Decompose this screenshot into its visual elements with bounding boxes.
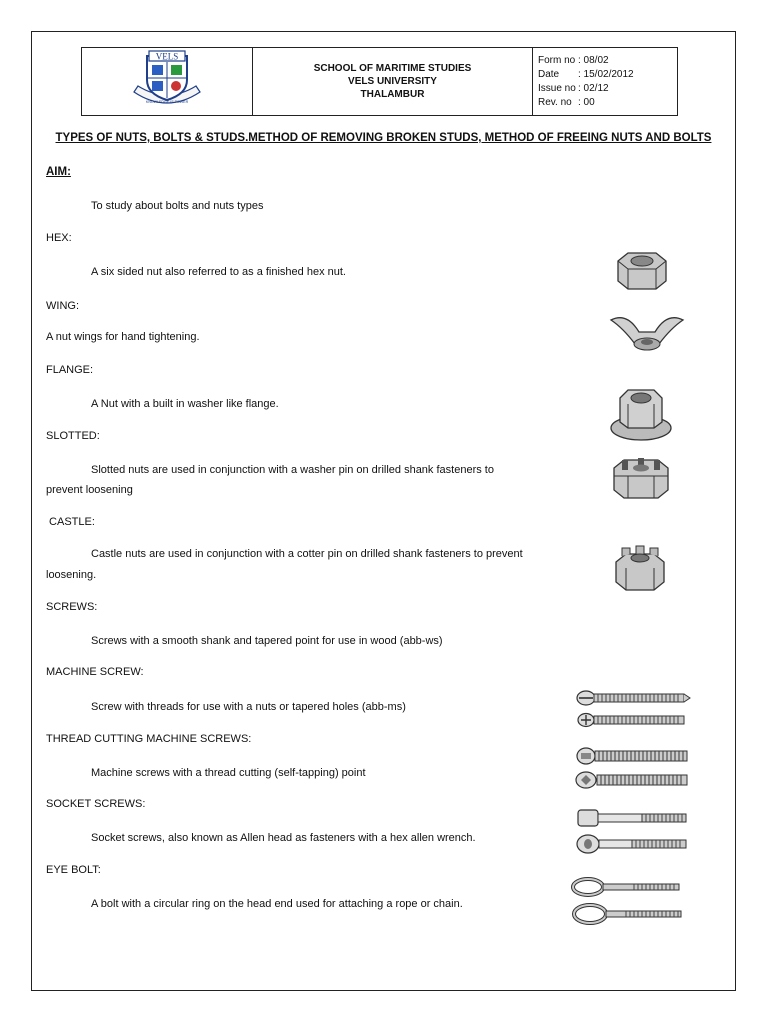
institution-cell [253, 48, 533, 116]
header-table [81, 47, 678, 116]
flange-text: A Nut with a built in washer like flange. [91, 398, 279, 410]
university-name: VELS UNIVERSITY [348, 76, 437, 87]
hex-text: A six sided nut also referred to as a finished hex nut. [91, 266, 346, 278]
place-name: THALAMBUR [360, 89, 425, 100]
wing-nut-icon [607, 310, 687, 360]
slotted-heading: SLOTTED: [46, 430, 100, 442]
aim-heading: AIM: [46, 166, 71, 178]
university-logo [122, 48, 212, 110]
castle-text: Castle nuts are used in conjunction with a cotter pin on drilled shank fasteners to prevent [91, 548, 523, 560]
thread-cutting-text: Machine screws with a thread cutting (self-tapping) point [91, 767, 366, 779]
logo-motto: KNOWLEDGE IS POWER [145, 100, 189, 104]
meta-form-no: Form no : 08/02 [538, 54, 609, 66]
castle-text-line2: loosening. [46, 569, 97, 581]
aim-text: To study about bolts and nuts types [91, 200, 264, 212]
machine-screws-icon [572, 686, 692, 734]
thread-cutting-screws-icon [572, 744, 696, 794]
machine-screw-heading: MACHINE SCREW: [46, 666, 144, 678]
wing-heading: WING: [46, 300, 79, 312]
logo-text: VELS [155, 51, 179, 62]
meta-date: Date : 15/02/2012 [538, 68, 634, 80]
hex-heading: HEX: [46, 232, 72, 244]
flange-heading: FLANGE: [46, 364, 94, 376]
screws-text: Screws with a smooth shank and tapered point for use in wood (abb-ws) [91, 635, 443, 647]
socket-screws-text: Socket screws, also known as Allen head as fasteners with a hex allen wrench. [91, 832, 476, 844]
slotted-text-line2: prevent loosening [46, 484, 133, 496]
machine-screw-text: Screw with threads for use with a nuts or tapered holes (abb-ms) [91, 701, 406, 713]
flange-nut-icon [608, 382, 674, 444]
logo-cell [82, 48, 253, 116]
socket-screws-icon [572, 806, 696, 858]
meta-rev-no: Rev. no : 00 [538, 96, 595, 108]
document-title: TYPES OF NUTS, BOLTS & STUDS.METHOD OF REMOVING BROKEN STUDS, METHOD OF FREEING NUTS AND BOLTS [55, 132, 712, 144]
eye-bolt-text: A bolt with a circular ring on the head end used for attaching a rope or chain. [91, 898, 463, 910]
castle-heading: CASTLE: [46, 516, 95, 528]
eye-bolts-icon [568, 874, 684, 930]
screws-heading: SCREWS: [46, 601, 98, 613]
castle-nut-icon [608, 540, 672, 596]
hex-nut-icon [612, 247, 672, 297]
meta-issue-no: Issue no : 02/12 [538, 82, 609, 94]
thread-cutting-heading: THREAD CUTTING MACHINE SCREWS: [46, 733, 252, 745]
wing-text: A nut wings for hand tightening. [46, 331, 200, 343]
form-meta-cell [533, 48, 678, 116]
slotted-text: Slotted nuts are used in conjunction with a washer pin on drilled shank fasteners to [91, 464, 494, 476]
eye-bolt-heading: EYE BOLT: [46, 864, 101, 876]
school-name: SCHOOL OF MARITIME STUDIES [313, 63, 472, 74]
socket-screws-heading: SOCKET SCREWS: [46, 798, 146, 810]
slotted-nut-icon [608, 452, 674, 506]
document-page [31, 31, 736, 991]
